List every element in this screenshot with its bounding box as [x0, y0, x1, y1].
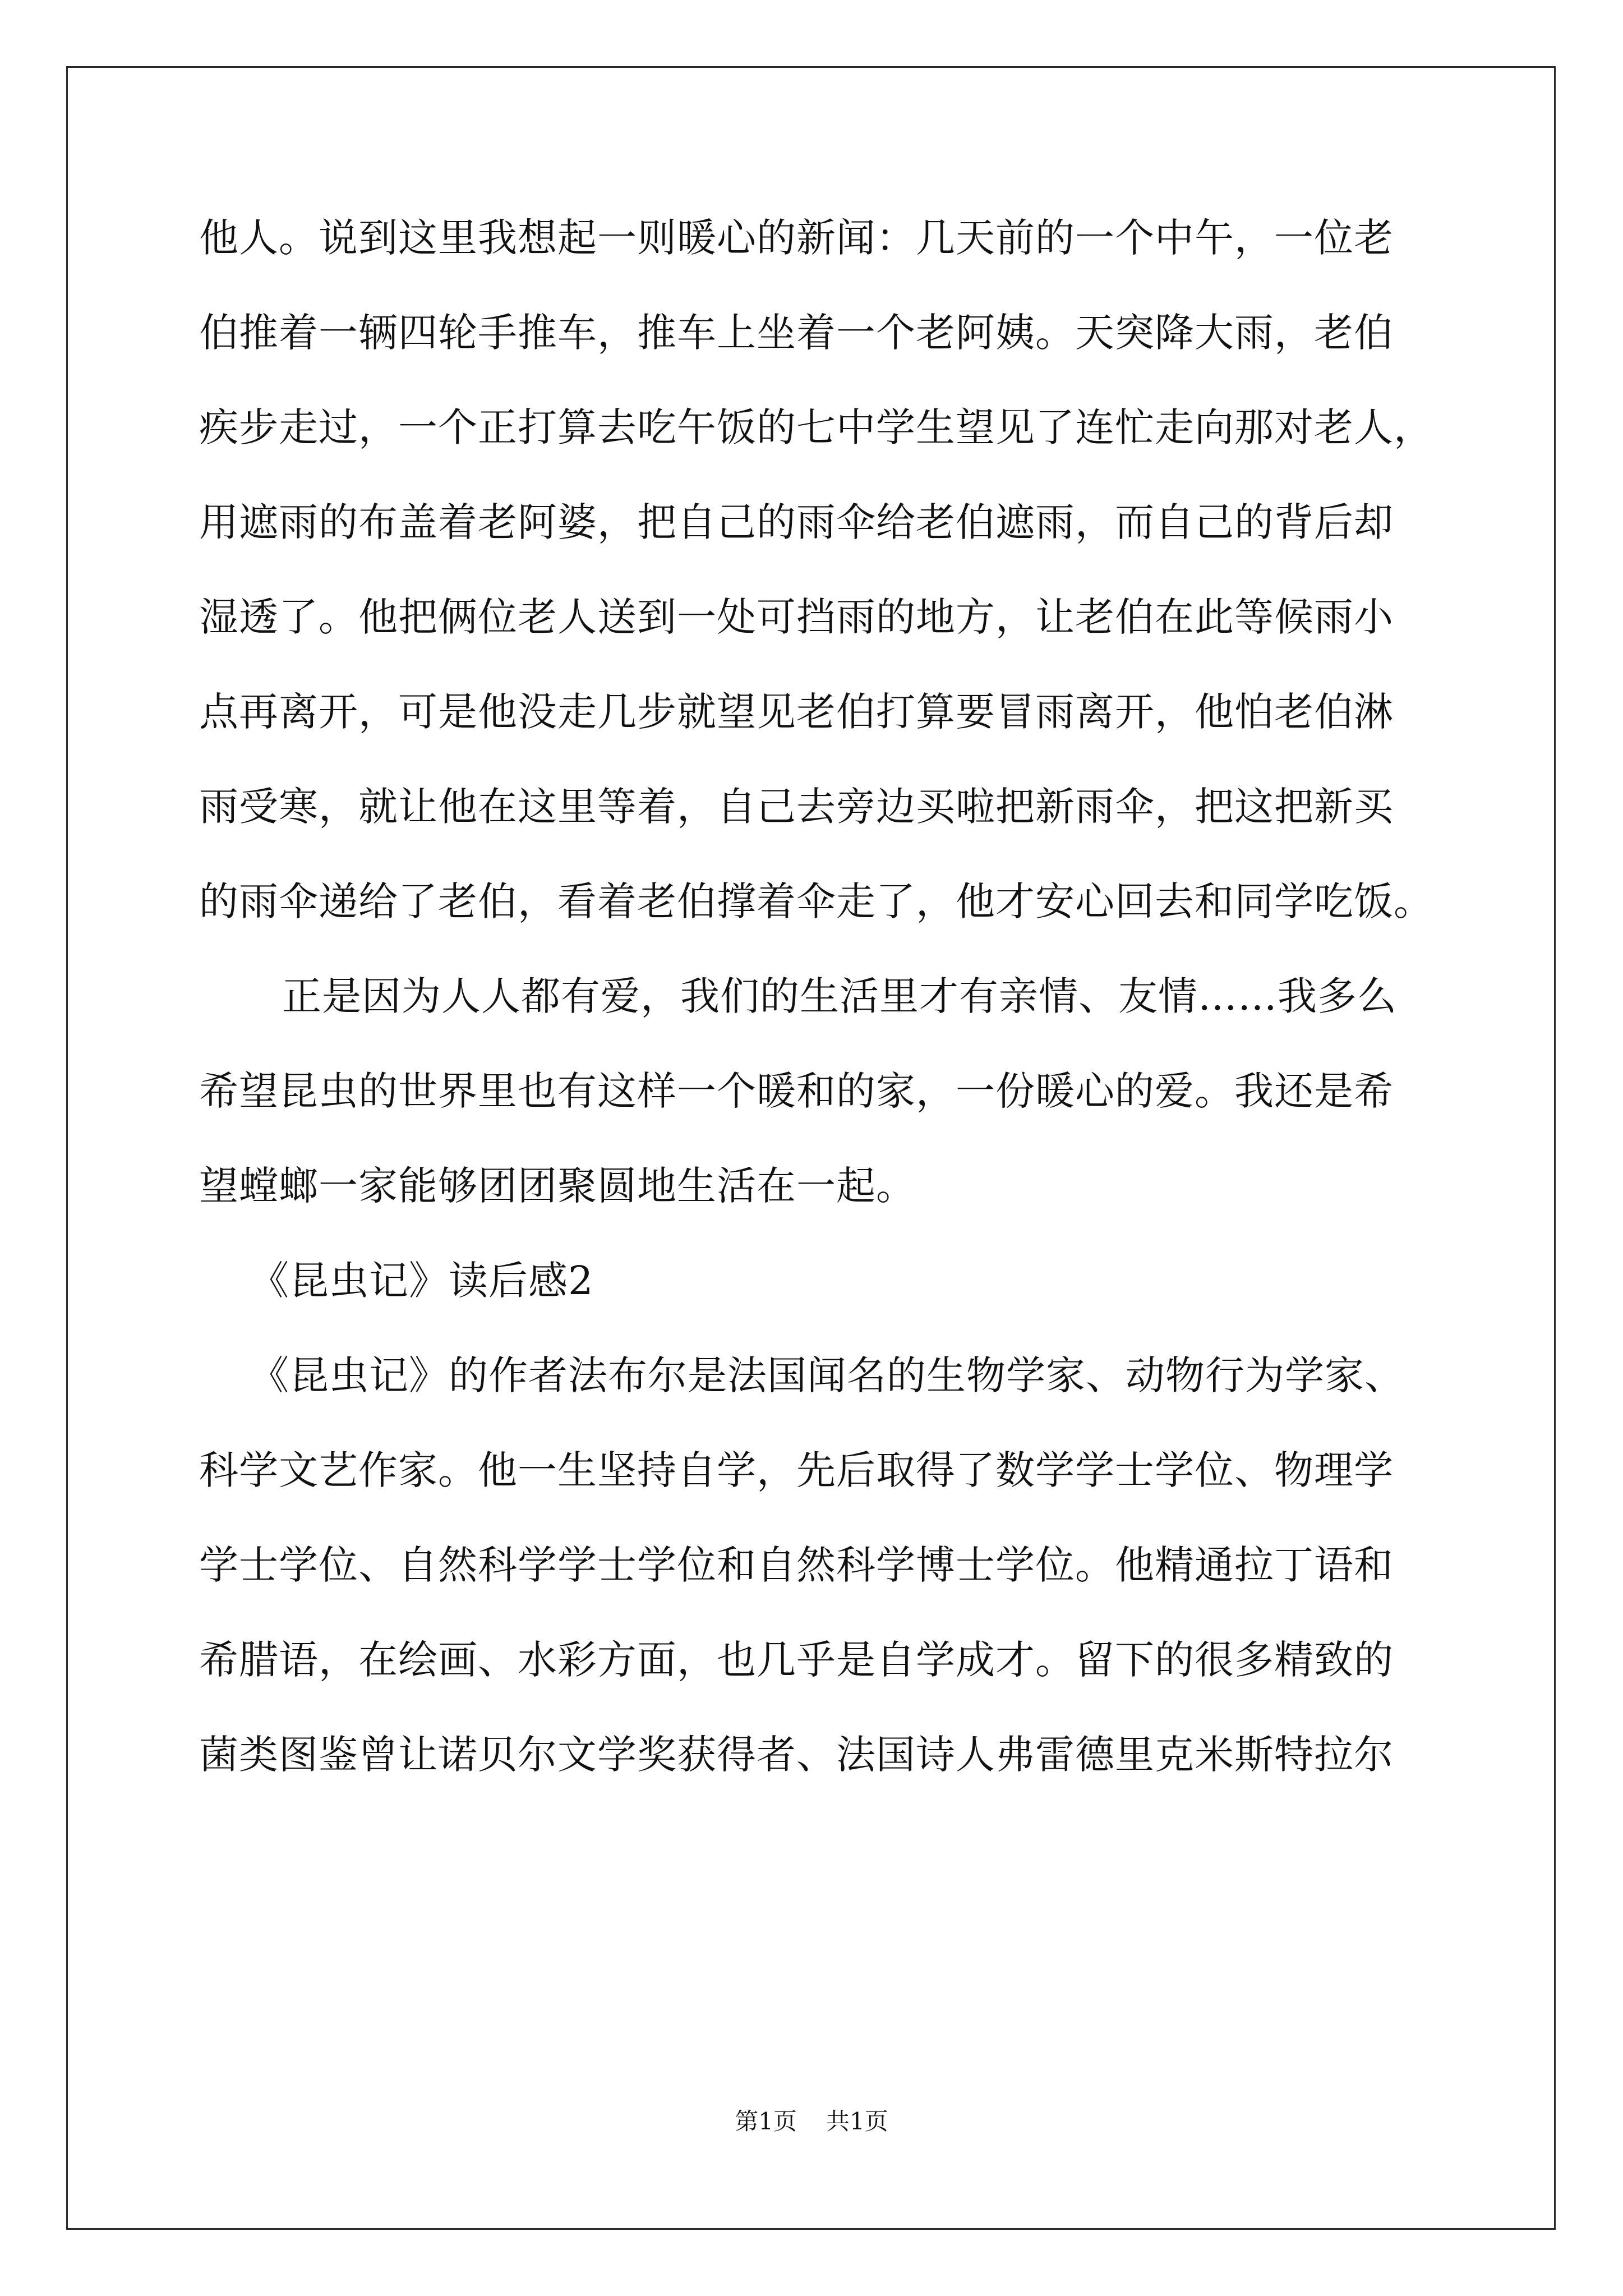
paragraph-first-line: 《昆虫记》的作者法布尔是法国闻名的生物学家、动物行为学家、	[250, 1352, 1404, 1398]
body-line: 的雨伞递给了老伯，看着老伯撑着伞走了，他才安心回去和同学吃饭。	[199, 878, 1433, 924]
section-heading: 《昆虫记》读后感2	[250, 1258, 594, 1304]
body-line: 点再离开，可是他没走几步就望见老伯打算要冒雨离开，他怕老伯淋	[199, 689, 1394, 735]
body-line: 希望昆虫的世界里也有这样一个暖和的家，一份暖心的爱。我还是希	[199, 1068, 1394, 1114]
page-footer	[0, 2105, 1623, 2138]
body-line: 用遮雨的布盖着老阿婆，把自己的雨伞给老伯遮雨，而自己的背后却	[199, 499, 1394, 545]
body-line: 望螳螂一家能够团团聚圆地生活在一起。	[199, 1163, 916, 1209]
paragraph-first-line: 正是因为人人都有爱，我们的生活里才有亲情、友情……我多么	[282, 973, 1397, 1019]
page-number: 第1页	[735, 2108, 797, 2135]
body-line: 伯推着一辆四轮手推车，推车上坐着一个老阿姨。天突降大雨，老伯	[199, 310, 1394, 356]
body-line: 雨受寒，就让他在这里等着，自己去旁边买啦把新雨伞，把这把新买	[199, 784, 1394, 830]
body-line: 湿透了。他把俩位老人送到一处可挡雨的地方，让老伯在此等候雨小	[199, 594, 1394, 640]
page-total: 共1页	[826, 2108, 888, 2135]
body-line: 科学文艺作家。他一生坚持自学，先后取得了数学学士学位、物理学	[199, 1447, 1394, 1493]
body-line: 希腊语，在绘画、水彩方面，也几乎是自学成才。留下的很多精致的	[199, 1637, 1394, 1683]
body-line: 菌类图鉴曾让诺贝尔文学奖获得者、法国诗人弗雷德里克米斯特拉尔	[199, 1732, 1394, 1778]
page-border	[66, 66, 1556, 2230]
body-line: 学士学位、自然科学学士学位和自然科学博士学位。他精通拉丁语和	[199, 1542, 1394, 1588]
body-line: 疾步走过，一个正打算去吃午饭的七中学生望见了连忙走向那对老人，	[199, 404, 1433, 450]
body-line: 他人。说到这里我想起一则暖心的新闻：几天前的一个中午，一位老	[199, 215, 1394, 261]
